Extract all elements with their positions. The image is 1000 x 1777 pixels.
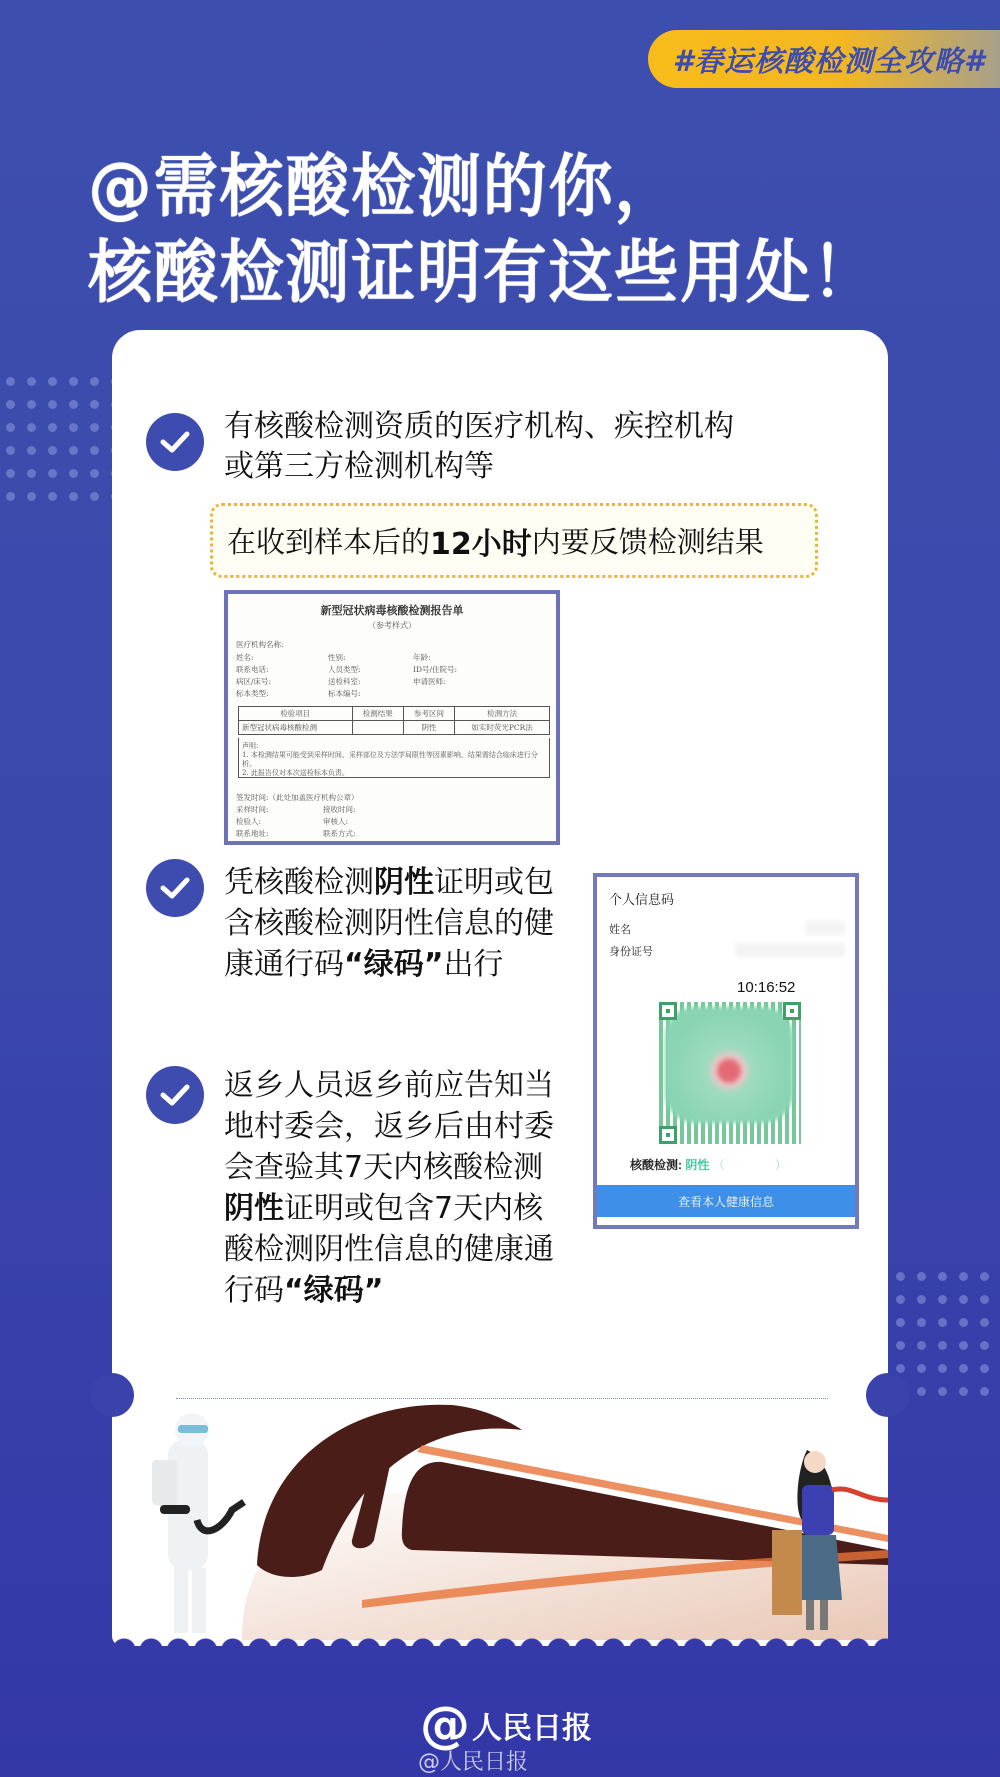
name-blurred: [805, 921, 845, 935]
check-circle-icon: [146, 859, 204, 917]
item-1-text: 有核酸检测资质的医疗机构、疾控机构 或第三方检测机构等: [224, 409, 734, 484]
dot-pattern-left: [0, 370, 126, 508]
check-circle-icon: [146, 1066, 204, 1124]
report-note: 声明: 1. 本检测结果可能受到采样时间、采样部位及方法学局限性等因素影响，结果需结合临床进行分析。 2. 此报告仅对本次送检标本负责。: [238, 738, 550, 778]
health-code-screenshot: [593, 873, 859, 1229]
watermark: @人民日报: [418, 1750, 529, 1775]
health-code-title: 个人信息码: [609, 892, 675, 907]
ticket-edge-scallop: [112, 1632, 888, 1652]
train-station-illustration: [112, 1390, 888, 1640]
title-line-2: 核酸检测证明有这些用处！: [88, 234, 878, 313]
highlight-box-12-hours: 在收到样本后的 12小时 内要反馈检测结果: [210, 503, 818, 578]
title-line-1: @需核酸检测的你，: [88, 148, 681, 227]
topic-tag-banner[interactable]: [648, 30, 1000, 88]
view-health-info-button[interactable]: 查看本人健康信息: [597, 1185, 855, 1217]
qr-finder-icon: [659, 1002, 677, 1020]
check-circle-icon: [146, 413, 204, 471]
item-3-text: 返乡人员返乡前应告知当 地村委会，返乡后由村委 会查验其7天内核酸检测 阴性证明或包含7天内核 酸检测阴性信息的健康通 行码“绿码”: [224, 1068, 554, 1308]
page-title: [88, 145, 878, 317]
test-report-image: 新型冠状病毒核酸检测报告单 （参考样式） 医疗机构名称: 姓名: 性别: 年龄: 联系电话: 人员类型: ID号/住院号: 病区/床号: 送检科室: 申请医师: 标本类型: 标本编号: 检验项目 检测结果 参考区间 检测方法 新型冠状病毒核酸检测 阴性 如实时荧光PCR法 声明: 1. 本检测结果可能受到采样时间、采样部位及方法学局限性等因素影响，结果需结合临床进行分析。 2. 此报告仅对本次送检标本负责。 签发时间:（此处加盖医疗机构公章） 采样时间: 接收时间: 检验人: 审核人: 联系地址: 联系方式:: [224, 590, 560, 845]
id-blurred: [735, 943, 845, 957]
report-title: 新型冠状病毒核酸检测报告单: [320, 604, 464, 617]
qr-finder-icon: [783, 1002, 801, 1020]
report-table: 检验项目 检测结果 参考区间 检测方法 新型冠状病毒核酸检测 阴性 如实时荧光PCR法: [238, 706, 550, 735]
id-label: 身份证号: [609, 946, 653, 958]
item-2-text: 凭核酸检测阴性证明或包 含核酸检测阴性信息的健 康通行码“绿码”出行: [224, 865, 554, 982]
health-code-time: 10:16:52: [737, 979, 796, 996]
people-daily-logo[interactable]: @ 人民日报: [420, 1696, 592, 1754]
qr-code-blurred: [665, 1007, 793, 1123]
weibo-at-icon: @: [420, 1696, 470, 1754]
nucleic-test-status: 核酸检测: 阴性 （ ）: [630, 1158, 787, 1172]
report-subtitle: （参考样式）: [368, 621, 416, 630]
qr-finder-icon: [659, 1126, 677, 1144]
health-worker-figure: [152, 1413, 244, 1633]
topic-tag-text: #春运核酸检测全攻略#: [672, 43, 986, 78]
name-label: 姓名: [609, 924, 631, 936]
